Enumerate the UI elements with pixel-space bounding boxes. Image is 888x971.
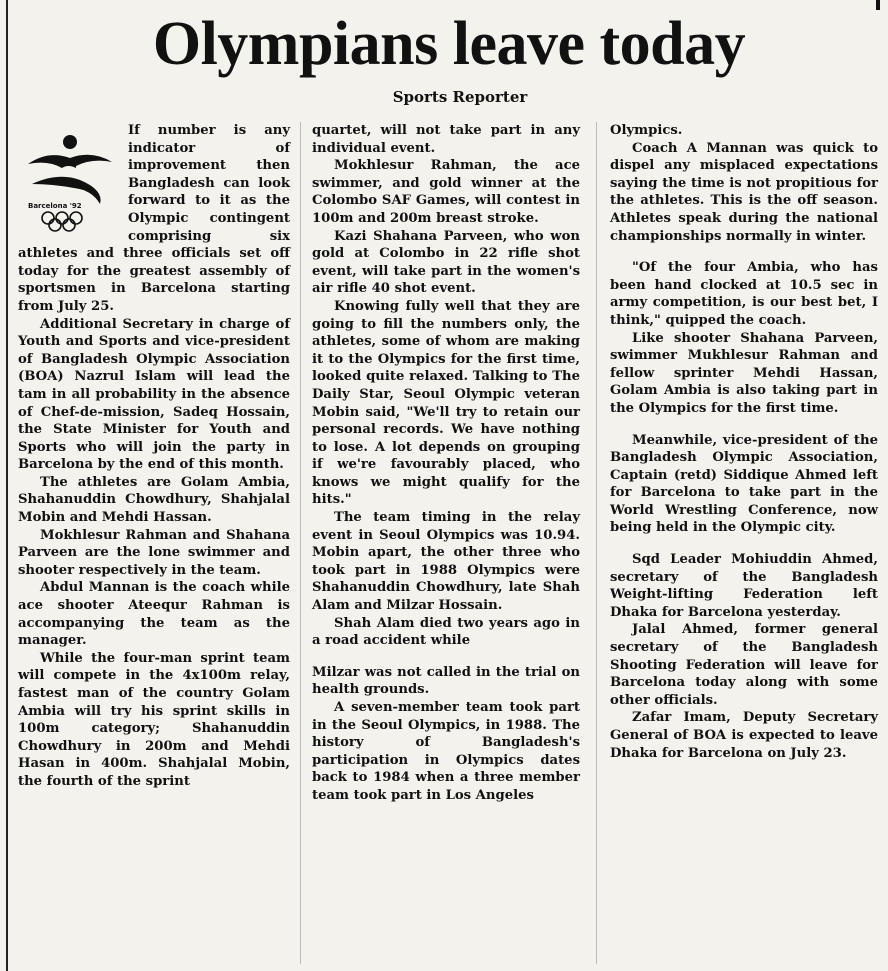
paragraph: Sqd Leader Mohiuddin Ahmed, secretary of the Bangladesh Weight-lifting Federation left Dhaka for Barcelona yesterday. (610, 552, 878, 620)
byline: Sports Reporter (392, 88, 528, 106)
paragraph: While the four-man sprint team will compete in the 4x100m relay, fastest man of the country Golam Ambia will try his sprint skills in 100m category; Shahanuddin Chowdhury in 200m and Mehdi Hasan in 400m. Shahjalal Mobin, the fourth of the sprint (18, 650, 290, 789)
paragraph: A seven-member team took part in the Seoul Olympics, in 1988. The history of Bangladesh's participation in Olympics dates back to 1984 when a three member team took part in Los Angeles (312, 700, 580, 803)
paragraph: The team timing in the relay event in Seoul Olympics was 10.94. Mobin apart, the other three who took part in 1988 Olympics were Shahanuddin Chowdhury, late Shah Alam and Milzar Hossain. (312, 510, 580, 614)
paragraph: Mokhlesur Rahman and Shahana Parveen are the lone swimmer and shooter respectively in the team. (18, 527, 290, 578)
paragraph: Meanwhile, vice-president of the Bangladesh Olympic Association, Captain (retd) Siddique Ahmed left for Barcelona to take part in the World Wrestling Conference, now being held in the Olympic city. (610, 432, 878, 536)
paragraph: Jalal Ahmed, former general secretary of the Bangladesh Shooting Federation will leave for Barcelona today along with some other officials. (610, 622, 878, 708)
paragraph: Shah Alam died two years ago in a road accident while (312, 615, 580, 649)
paragraph: "Of the four Ambia, who has been hand clocked at 10.5 sec in army competition, is our best bet, I think," quipped the coach. (610, 260, 878, 328)
article-column-3 (610, 122, 878, 762)
paragraph: The athletes are Golam Ambia, Shahanuddin Chowdhury, Shahjalal Mobin and Mehdi Hassan. (18, 474, 290, 526)
paragraph: Additional Secretary in charge of Youth and Sports and vice-president of Bangladesh Olympic Association (BOA) Nazrul Islam will lead the tam in all probability in the absence of Chef-de-mission, Sadeq Hossain, the State Minister for Youth and Sports who will join the party in Barcelona by the end of this month. (18, 316, 290, 473)
paragraph: If number is any indicator of improvement then Bangladesh can look forward to it as the Olympic contingent comprising six athletes and three officials set off today for the greatest assembly of sportsmen in Barcelona starting from July 25. (18, 123, 290, 314)
page-border-left (6, 0, 8, 971)
paragraph: Coach A Mannan was quick to dispel any misplaced expectations saying the time is not propitious for the athletes. This is the off season. Athletes speak during the national championships normally in winter. (610, 140, 878, 244)
paragraph: Zafar Imam, Deputy Secretary General of BOA is expected to leave Dhaka for Barcelona on July 23. (610, 710, 878, 761)
logo-caption: Barcelona '92 (28, 202, 82, 210)
paragraph: Milzar was not called in the trial on health grounds. (312, 664, 580, 698)
column-rule (596, 122, 597, 964)
paragraph: Kazi Shahana Parveen, who won gold at Colombo in 22 rifle shot event, will take part in the women's air rifle 40 shot event. (312, 228, 580, 297)
barcelona-92-logo (18, 128, 120, 232)
paragraph: Knowing fully well that they are going to fill the numbers only, the athletes, some of whom are making it to the Olympics for the first time, looked quite relaxed. Talking to The Daily Star, Seoul Olympic veteran Mobin said, "We'll try to retain our personal records. We have nothing to lose. A lot depends on grouping if we're favourably placed, who knows we might qualify for the hits." (312, 298, 580, 508)
article-column-2 (312, 122, 580, 805)
paragraph: Like shooter Shahana Parveen, swimmer Mukhlesur Rahman and fellow sprinter Mehdi Hassan, Golam Ambia is also taking part in the Olympics for the first time. (610, 330, 878, 416)
article-column-1 (18, 122, 290, 791)
paragraph: Mokhlesur Rahman, the ace swimmer, and gold winner at the Colombo SAF Games, will contest in 100m and 200m breast stroke. (312, 158, 580, 226)
paragraph: Abdul Mannan is the coach while ace shooter Ateequr Rahman is accompanying the team as the manager. (18, 580, 290, 649)
headline: Olympians leave today (152, 10, 746, 78)
column-rule (300, 122, 301, 964)
paragraph: Olympics. (610, 123, 683, 138)
paragraph: quartet, will not take part in any individual event. (312, 123, 580, 156)
